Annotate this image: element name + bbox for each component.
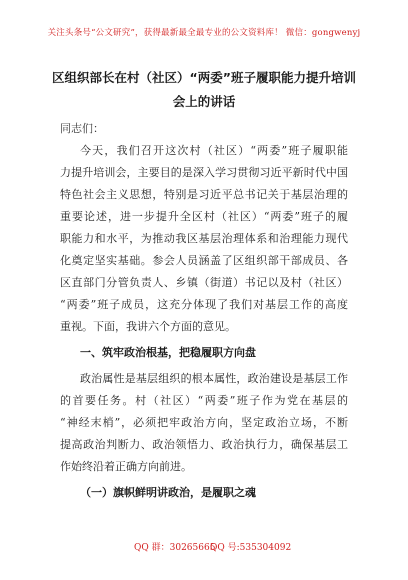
paragraph-line: 今天，我们召开这次村（社区）“两委”班子履职能: [80, 144, 348, 157]
paragraph-line: 职能力和水平，为推动我区基层治理体系和治理能力现代: [60, 232, 348, 245]
document-title-line-1: 区组织部长在村（社区）“两委”班子履职能力提升培训: [52, 70, 356, 85]
paragraph-line: 力提升培训会，主要目的是深入学习贯彻习近平新时代中国: [60, 166, 348, 179]
paragraph-line: 化奠定坚实基础。参会人员涵盖了区组织部干部成员、各: [60, 254, 348, 267]
paragraph-line: 提高政治判断力、政治领悟力、政治执行力，确保基层工: [60, 438, 348, 451]
qq-number: QQ 号:535304092: [210, 543, 292, 553]
qq-group: QQ 群：30265665: [134, 543, 216, 553]
paragraph-line: 重要论述，进一步提升全区村（社区）“两委”班子的履: [60, 210, 348, 223]
promo-header: 关注头条号“公文研究”，获得最新最全最专业的公文资料库！ 微信：gongwenyj: [47, 28, 361, 38]
paragraph-line: 的首要任务。村（社区）“两委”班子作为党在基层的: [60, 394, 348, 407]
paragraph-line: 重视。下面，我讲六个方面的意见。: [60, 320, 236, 333]
section-heading-1: 一、筑牢政治根基，把稳履职方向盘: [80, 346, 256, 359]
subsection-heading-1: （一）旗帜鲜明讲政治，是履职之魂: [80, 486, 256, 499]
paragraph-line: “两委”班子成员，这充分体现了我们对基层工作的高度: [60, 298, 348, 311]
salutation: 同志们：: [60, 122, 104, 135]
document-title-line-2: 会上的讲话: [172, 94, 236, 109]
paragraph-line: 区直部门分管负责人、乡镇（街道）书记以及村（社区）: [60, 276, 348, 289]
paragraph-line: 作始终沿着正确方向前进。: [60, 460, 192, 473]
paragraph-line: 政治属性是基层组织的根本属性，政治建设是基层工作: [80, 372, 348, 385]
paragraph-line: 特色社会主义思想，特别是习近平总书记关于基层治理的: [60, 188, 348, 201]
paragraph-line: “神经末梢”，必须把牢政治方向，坚定政治立场，不断: [60, 416, 348, 429]
